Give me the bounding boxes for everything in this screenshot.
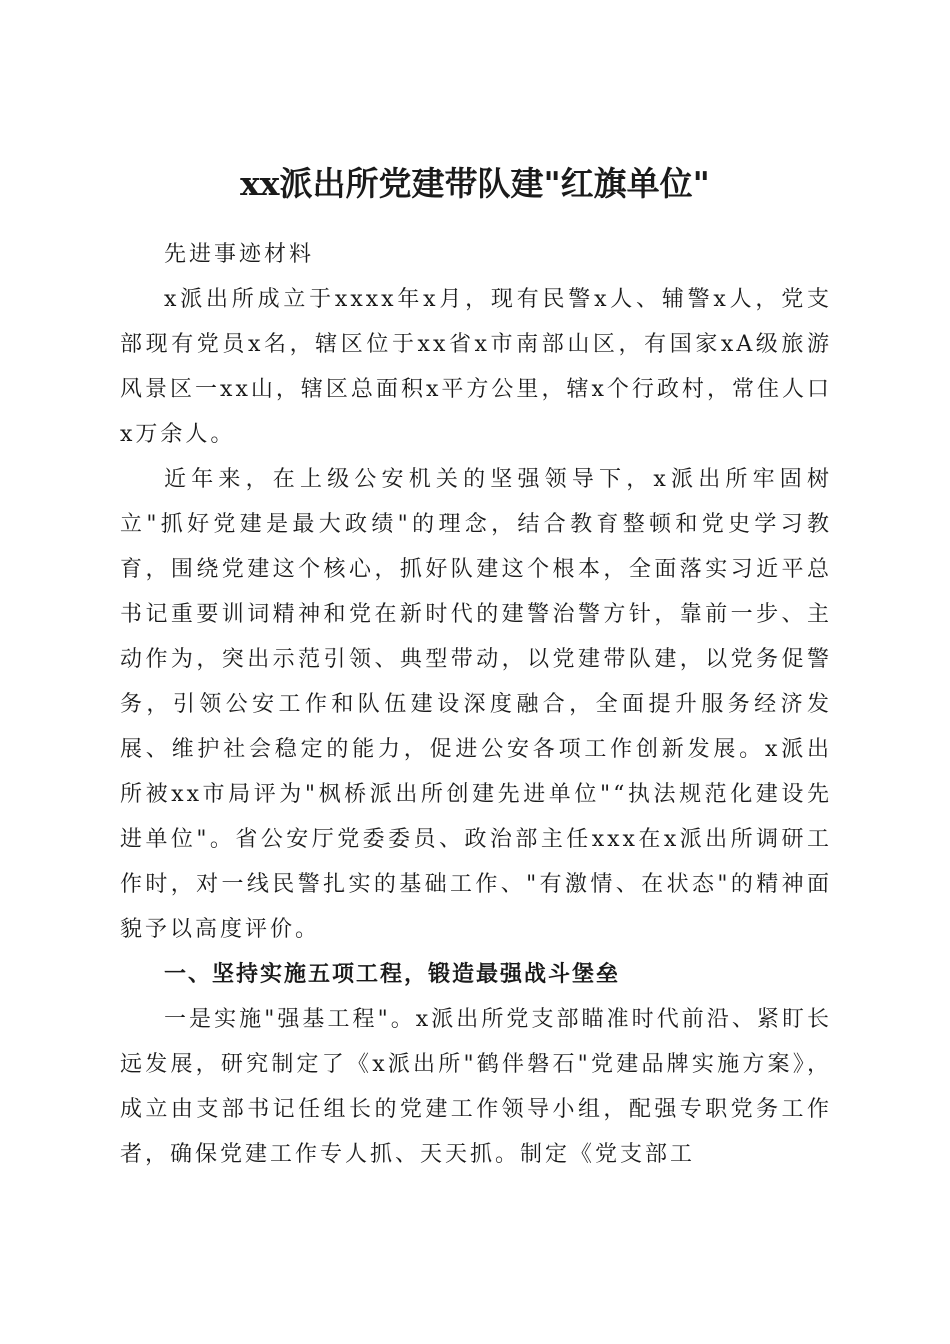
section-heading: 一、坚持实施五项工程，锻造最强战斗堡垒 (164, 962, 621, 987)
overview-paragraph: 近年来，在上级公安机关的坚强领导下，x派出所牢固树立"抓好党建是最大政绩"的理念，结合教育整顿和党史学习教育，围绕党建这个核心，抓好队建这个根本，全面落实习近平总书记重要训词精神和党在新时代的建警治警方针，靠前一步、主动作为，突出示范引领、典型带动，以党建带队建，以党务促警务，引领公安工作和队伍建设深度融合，全面提升服务经济发展、维护社会稳定的能力，促进公安各项工作创新发展。x派出所被xx市局评为"枫桥派出所创建先进单位"“执法规范化建设先进单位"。省公安厅党委委员、政治部主任xxx在x派出所调研工作时，对一线民警扎实的基础工作、"有激情、在状态"的精神面貌予以高度评价。 (120, 467, 832, 942)
subtitle-paragraph: 先进事迹材料 (164, 242, 315, 267)
section-paragraph: 一是实施"强基工程"。x派出所党支部瞄准时代前沿、紧盯长远发展，研究制定了《x派出所"鹤伴磐石"党建品牌实施方案》，成立由支部书记任组长的党建工作领导小组，配强专职党务工作者，确保党建工作专人抓、天天抓。制定《党支部工 (120, 1007, 832, 1167)
intro-paragraph: x派出所成立于xxxx年x月，现有民警x人、辅警x人，党支部现有党员x名，辖区位于xx省x市南部山区，有国家xA级旅游风景区一xx山，辖区总面积x平方公里，辖x个行政村，常住人口x万余人。 (120, 287, 832, 447)
document-title: xx派出所党建带队建"红旗单位" (240, 164, 710, 204)
document-body (120, 232, 832, 1177)
